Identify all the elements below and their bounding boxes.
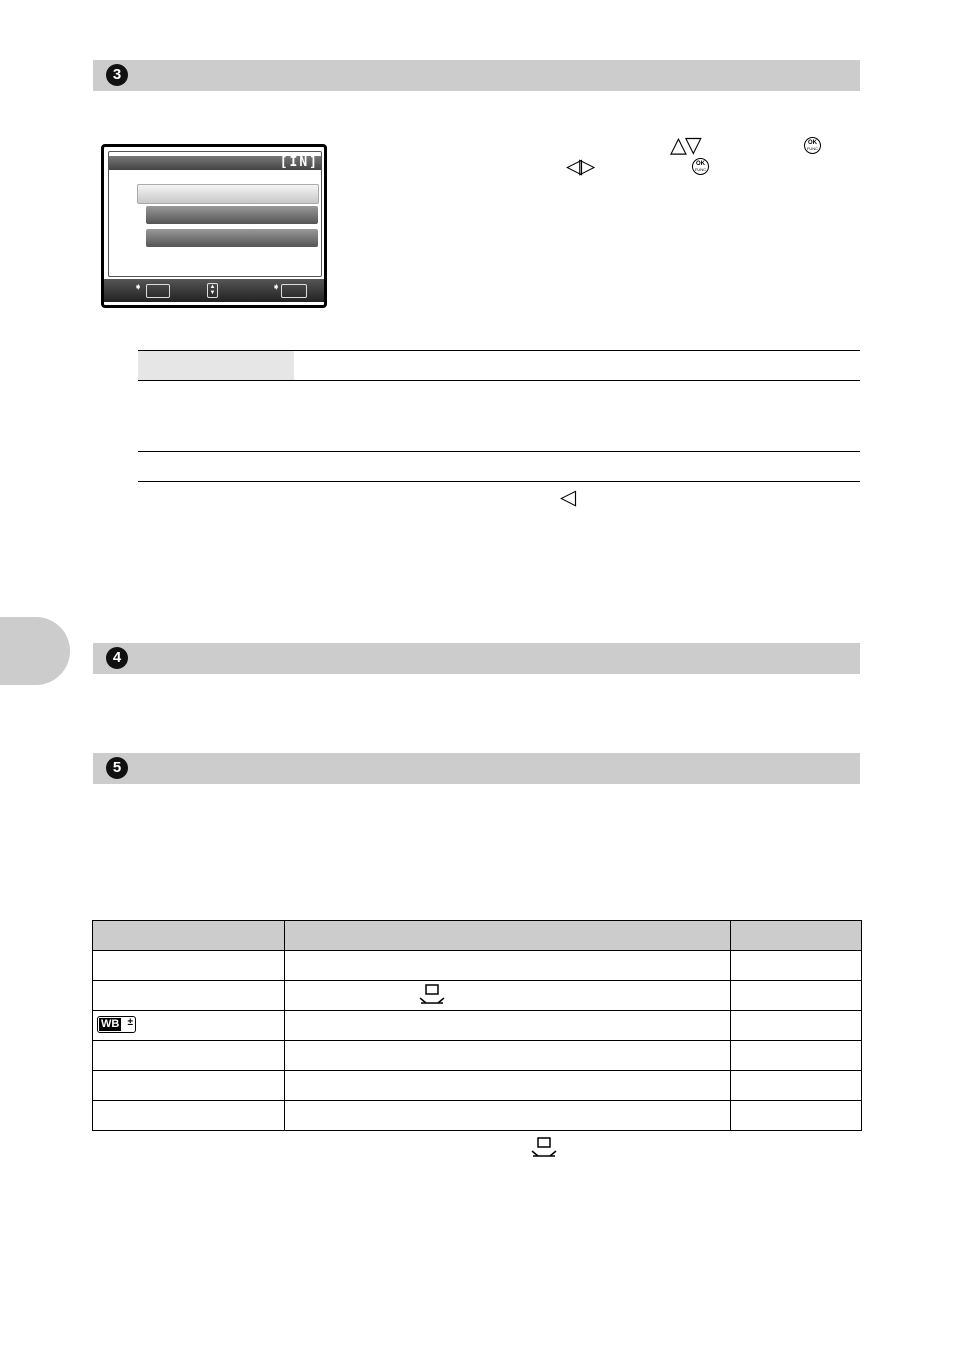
- table-header-cell: [731, 921, 862, 951]
- settings-table: [92, 920, 862, 1131]
- section-5-number: 5: [106, 757, 128, 779]
- table-row: [93, 1101, 862, 1131]
- lcd-back-button[interactable]: [146, 284, 170, 298]
- lcd-menu-item-selected[interactable]: [137, 184, 319, 204]
- table-row: [93, 951, 862, 981]
- table-header-cell: [285, 921, 731, 951]
- table-rule: [138, 451, 860, 452]
- wb-compensation-icon: WB ±: [97, 1016, 136, 1033]
- table-header-cell: [93, 921, 285, 951]
- lcd-back-arrow-icon: ➧: [134, 282, 143, 293]
- table-header-cell: [138, 351, 294, 380]
- table-row: [93, 1071, 862, 1101]
- table-rule: [138, 481, 860, 482]
- table-header-row: [93, 921, 862, 951]
- table-rule: [138, 350, 860, 351]
- camera-lcd-screen: [101, 144, 327, 308]
- lcd-menu-item[interactable]: [146, 229, 318, 247]
- chapter-side-tab: [0, 617, 70, 685]
- lcd-menu-item[interactable]: [146, 206, 318, 224]
- lcd-updown-icon: ▲ ▼: [207, 283, 218, 298]
- section-4-bar: [93, 643, 860, 674]
- lcd-ok-arrow-icon: ➧: [272, 282, 281, 293]
- ok-func-button-icon: OK FUNC: [804, 137, 821, 154]
- lcd-ok-button[interactable]: [281, 284, 307, 298]
- section-3-number: 3: [106, 64, 128, 86]
- ok-func-button-icon: OK FUNC: [692, 158, 709, 175]
- up-down-arrow-icon: △▽: [670, 132, 700, 157]
- left-arrow-icon: ◁: [560, 486, 577, 509]
- one-touch-wb-icon: [417, 984, 447, 1006]
- table-rule: [138, 380, 860, 381]
- table-row: [93, 1041, 862, 1071]
- section-4-number: 4: [106, 647, 128, 669]
- lcd-footer: [104, 279, 324, 302]
- section-5-bar: [93, 753, 860, 784]
- table-row: [93, 981, 862, 1011]
- lcd-menu-area: [108, 151, 322, 277]
- lcd-title-bar: [109, 156, 321, 170]
- lcd-memory-indicator: [IN]: [279, 155, 319, 170]
- left-right-arrow-icon: ◁▷: [566, 155, 593, 178]
- one-touch-wb-icon: [529, 1137, 559, 1159]
- section-3-bar: [93, 60, 860, 91]
- table-row: [93, 1011, 862, 1041]
